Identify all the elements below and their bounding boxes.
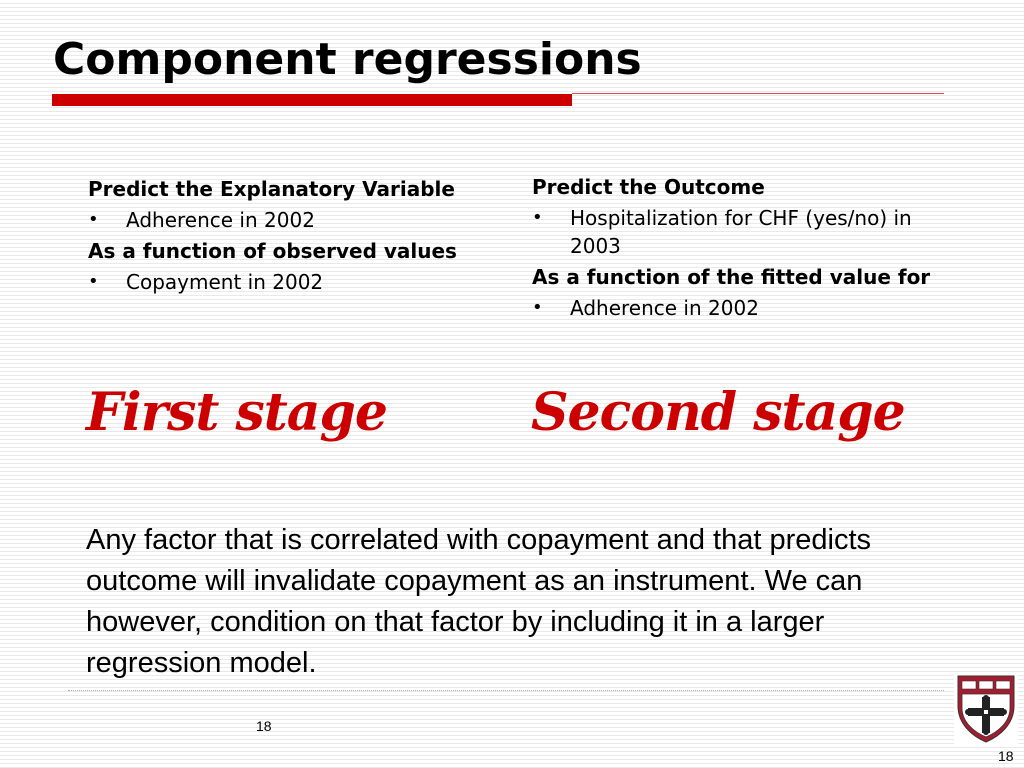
second-stage-bullet-adherence xyxy=(532,294,932,322)
second-stage-bullet-hospitalization xyxy=(532,204,932,260)
second-stage-label: Second stage xyxy=(531,382,905,443)
title-underline-bar xyxy=(52,94,572,106)
instrument-caveat-paragraph: Any factor that is correlated with copayment and that predicts outcome will invalidate copayment as an instrument. We can however, condition on that factor by including it in a larger regression model. xyxy=(86,524,872,679)
first-stage-heading-predict: Predict the Explanatory Variable xyxy=(88,177,455,201)
first-stage-bullet-adherence xyxy=(88,206,468,234)
first-stage-bullet-copayment xyxy=(88,268,468,296)
bullet-icon: • xyxy=(88,209,99,230)
title-underline-line xyxy=(572,93,944,94)
footer-divider xyxy=(68,690,944,691)
slide-title: Component regressions xyxy=(53,34,642,85)
bullet-text: Adherence in 2002 xyxy=(126,208,315,232)
second-stage-heading-predict: Predict the Outcome xyxy=(532,175,765,199)
harvard-shield-logo xyxy=(954,672,1018,744)
second-stage-column xyxy=(532,174,932,326)
bullet-icon: • xyxy=(532,297,543,318)
first-stage-column xyxy=(88,176,468,300)
first-stage-heading-function: As a function of observed values xyxy=(88,239,457,263)
bullet-icon: • xyxy=(88,271,99,292)
bullet-text: Copayment in 2002 xyxy=(126,270,324,294)
first-stage-label: First stage xyxy=(86,382,387,443)
slide-number: 18 xyxy=(256,718,272,734)
bullet-text: Hospitalization for CHF (yes/no) in 2003 xyxy=(570,206,912,258)
bullet-text: Adherence in 2002 xyxy=(570,296,759,320)
second-stage-heading-function: As a function of the fitted value for xyxy=(532,265,931,289)
slide-number-corner: 18 xyxy=(998,748,1014,764)
bullet-icon: • xyxy=(532,207,543,228)
